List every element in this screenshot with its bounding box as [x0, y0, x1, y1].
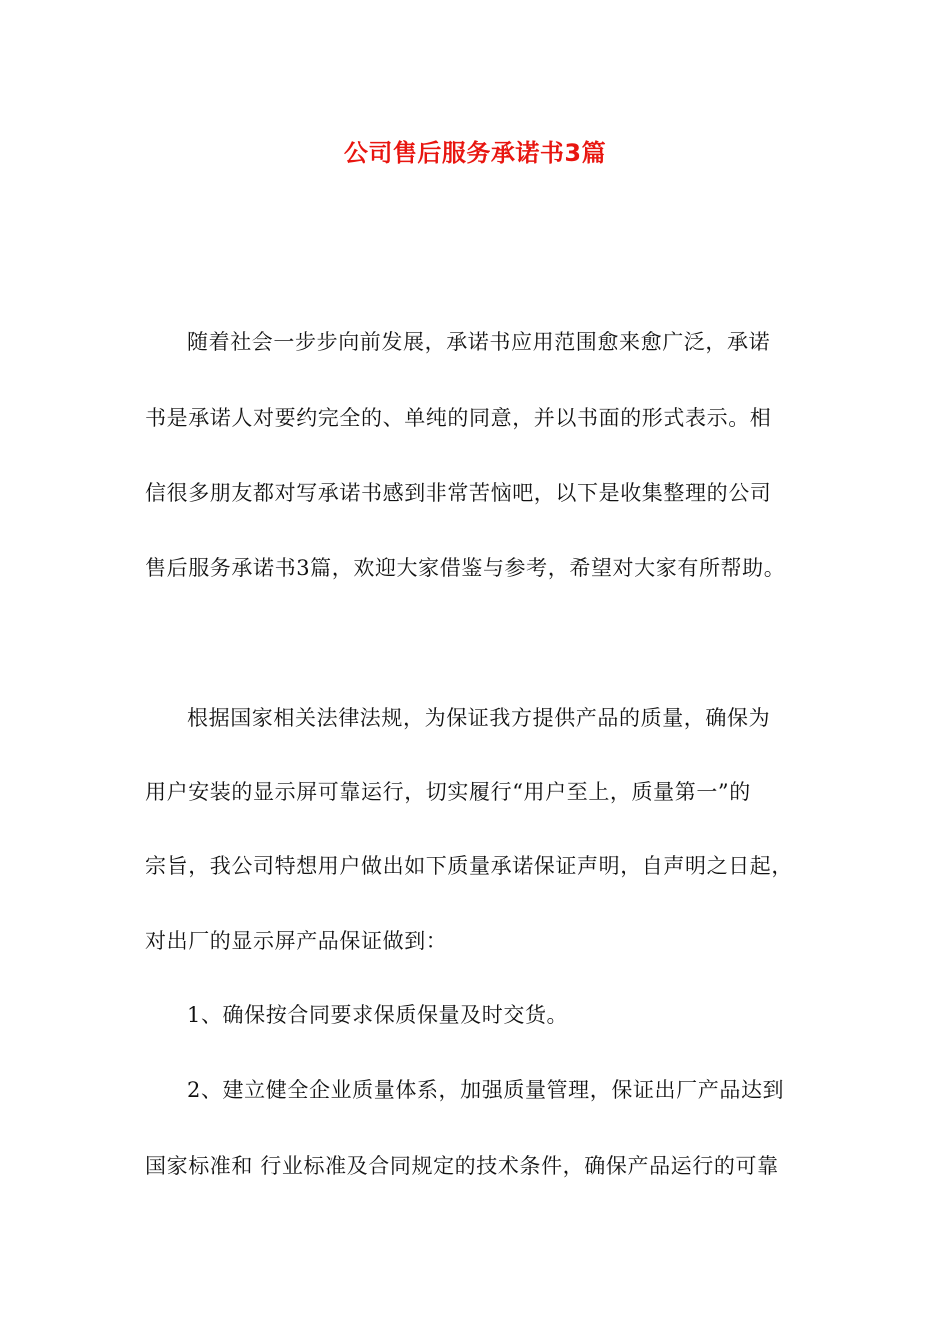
list-item: 2、建立健全企业质量体系，加强质量管理，保证出厂产品达到 — [187, 1078, 785, 1102]
document-title: 公司售后服务承诺书3篇 — [343, 139, 607, 167]
paragraph-line: 随着社会一步步向前发展，承诺书应用范围愈来愈广泛，承诺 — [187, 330, 771, 354]
paragraph-line: 信很多朋友都对写承诺书感到非常苦恼吧，以下是收集整理的公司 — [145, 481, 772, 505]
paragraph-line: 宗旨，我公司特想用户做出如下质量承诺保证声明，自声明之日起， — [145, 854, 793, 878]
paragraph-line: 根据国家相关法律法规，为保证我方提供产品的质量，确保为 — [187, 706, 771, 730]
paragraph-line: 对出厂的显示屏产品保证做到： — [145, 929, 448, 953]
paragraph-line: 用户安装的显示屏可靠运行，切实履行“用户至上，质量第一”的 — [145, 780, 751, 804]
paragraph-line: 售后服务承诺书3篇，欢迎大家借鉴与参考，希望对大家有所帮助。 — [145, 556, 786, 580]
paragraph-line: 国家标准和 行业标准及合同规定的技术条件，确保产品运行的可靠 — [145, 1154, 779, 1178]
paragraph-line: 书是承诺人对要约完全的、单纯的同意，并以书面的形式表示。相 — [145, 406, 772, 430]
list-item: 1、确保按合同要求保质保量及时交货。 — [187, 1003, 569, 1027]
